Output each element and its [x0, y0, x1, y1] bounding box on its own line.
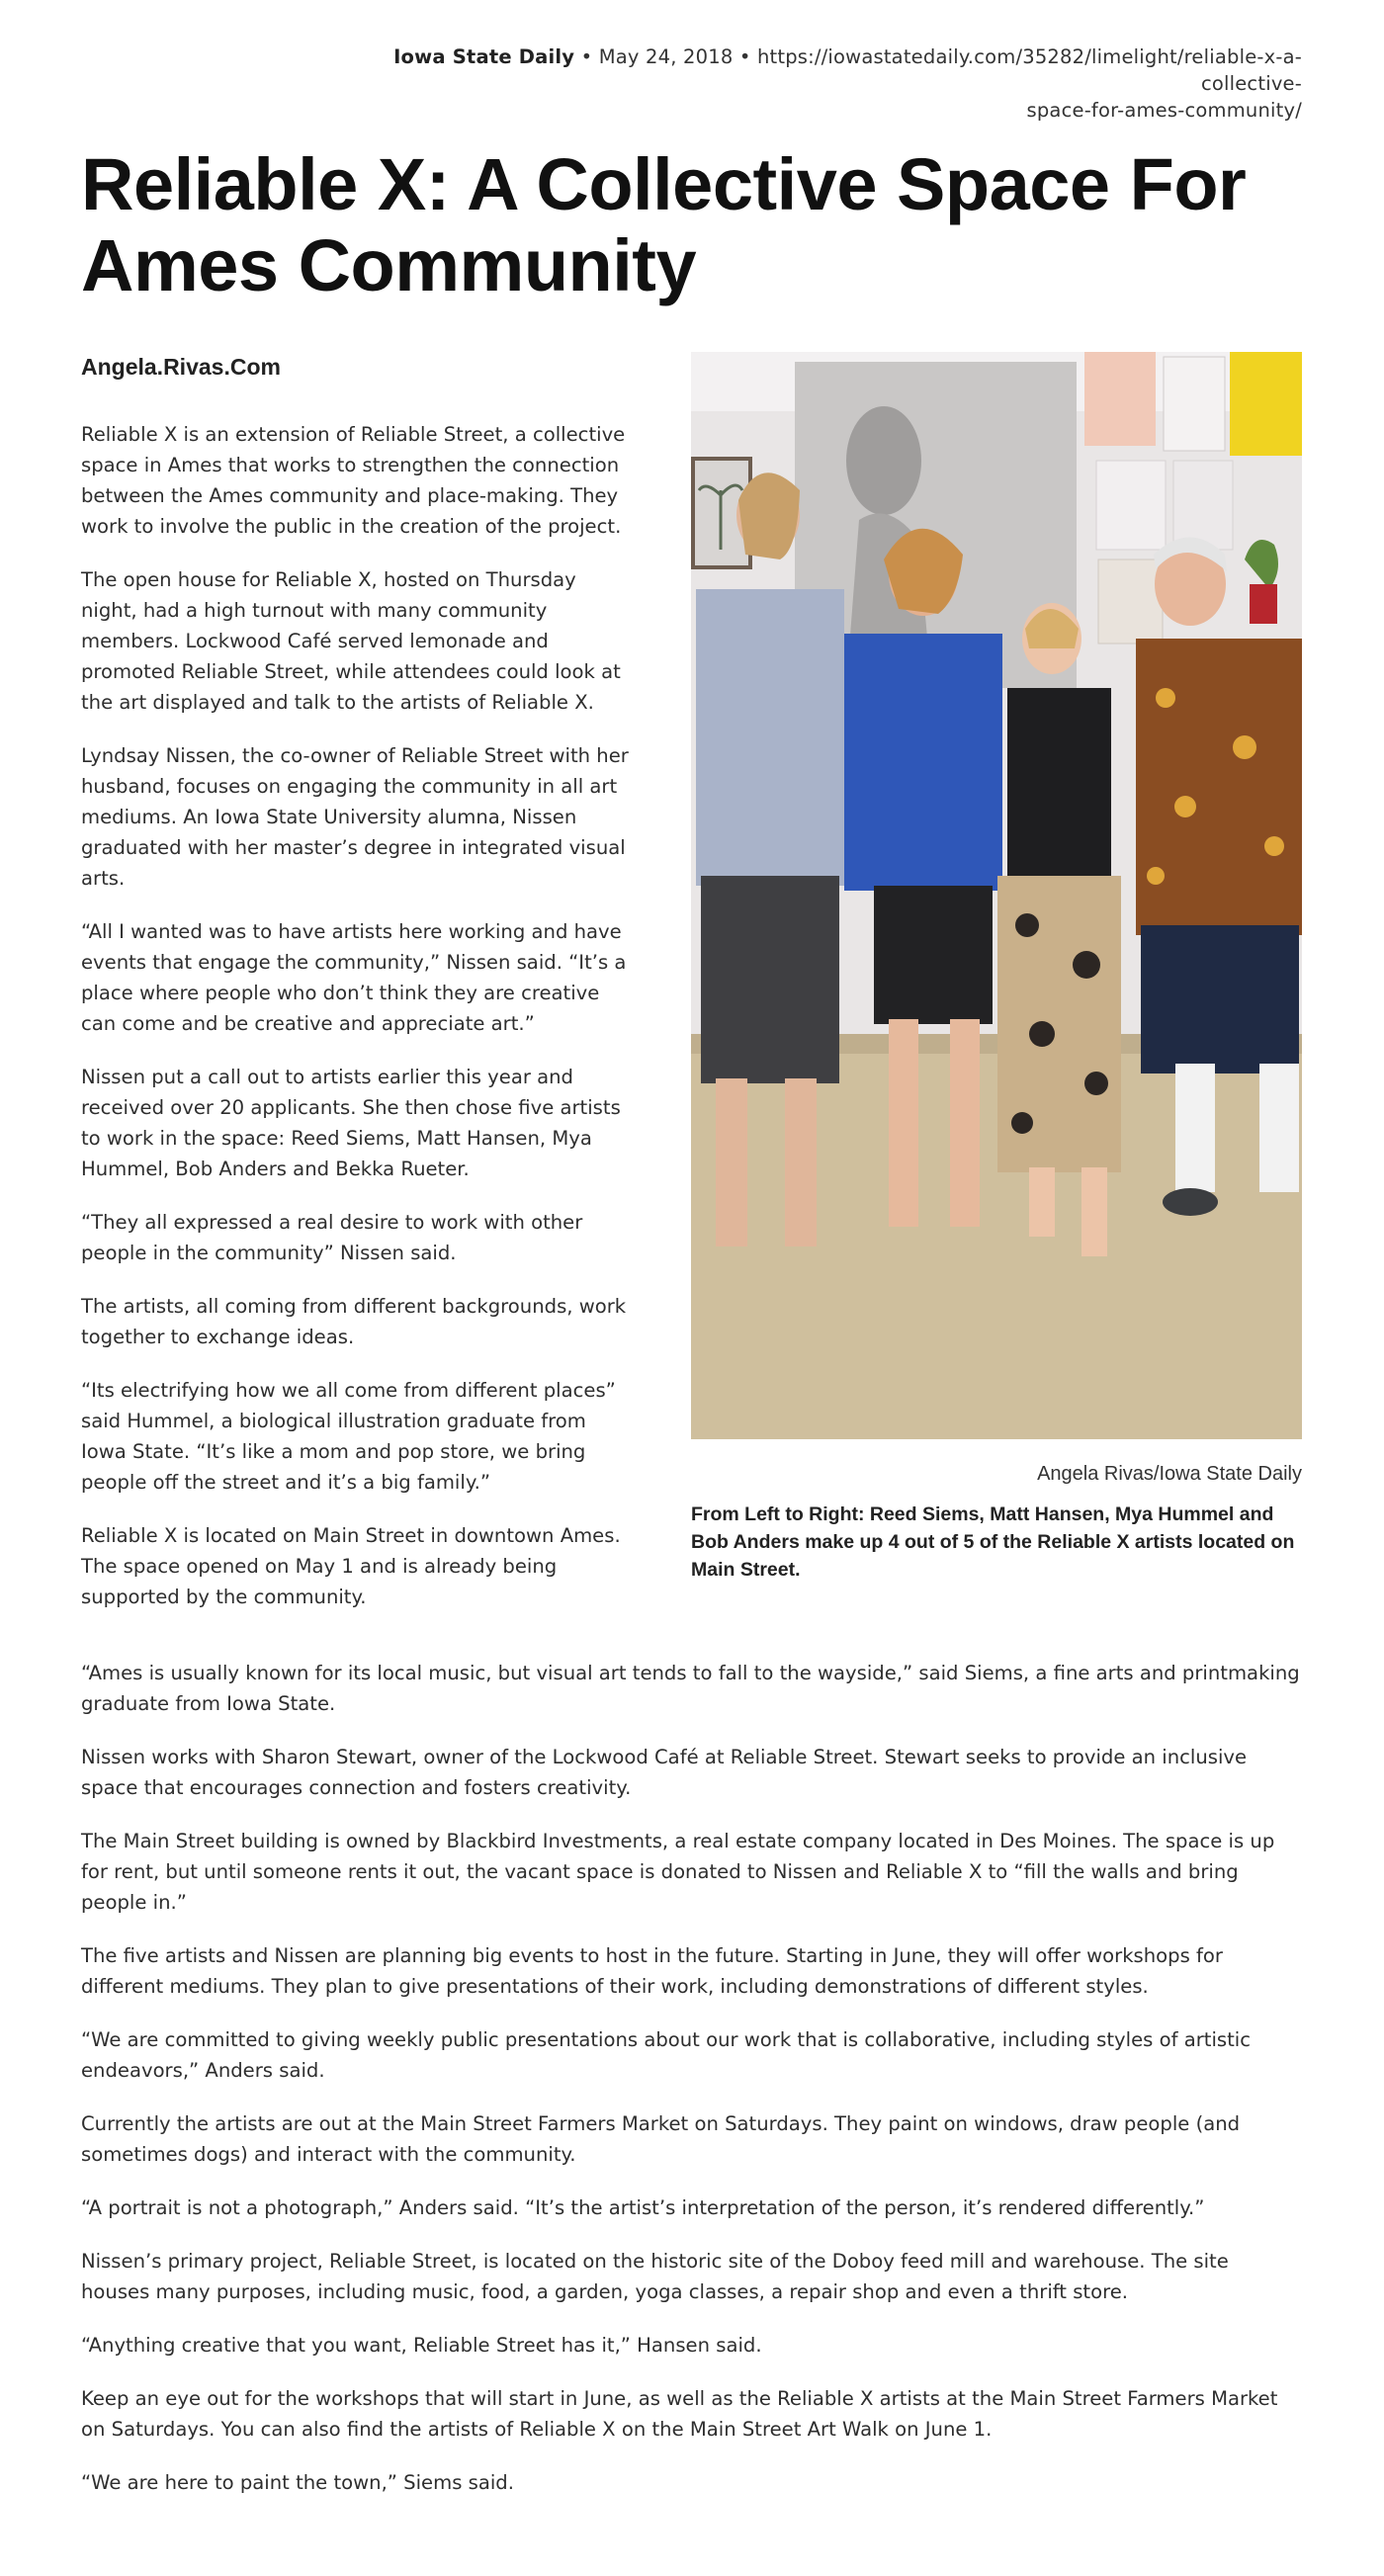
photo-credit: Angela Rivas/Iowa State Daily: [1037, 1463, 1302, 1485]
paragraph: “Its electrifying how we all come from different places” said Hummel, a biological illustration graduate from Iowa State. “It’s like a mom and pop store, we bring people off the street and it’s a big family.”: [81, 1379, 616, 1494]
paragraph: Keep an eye out for the workshops that will start in June, as well as the Reliable X artists at the Main Street Farmers Market on Saturdays. You can also find the artists of Reliable X on the Main Street Art Walk on June 1.: [81, 2387, 1278, 2441]
paragraph: “All I wanted was to have artists here working and have events that engage the community,” Nissen said. “It’s a place where people who don’t think they are creative can come and be creative and appreciate art.”: [81, 920, 627, 1035]
meta-separator: •: [733, 45, 757, 68]
article-body-full: [81, 1658, 1302, 2521]
paragraph: Reliable X is an extension of Reliable Street, a collective space in Ames that works to strengthen the connection between the Ames community and place-making. They work to involve the public in the creation of the project.: [81, 423, 626, 538]
article-url-continued[interactable]: space-for-ames-community/: [1026, 99, 1302, 122]
paragraph: The open house for Reliable X, hosted on Thursday night, had a high turnout with many community members. Lockwood Café served lemonade and promoted Reliable Street, while attendees could look at the art displayed and talk to the artists of Reliable X.: [81, 568, 621, 714]
paragraph: Nissen put a call out to artists earlier this year and received over 20 applicants. She then chose five artists to work in the space: Reed Siems, Matt Hansen, Mya Hummel, Bob Anders and Bekka Rueter.: [81, 1066, 621, 1180]
paragraph: Currently the artists are out at the Main Street Farmers Market on Saturdays. They paint on windows, draw people (and sometimes dogs) and interact with the community.: [81, 2112, 1241, 2166]
paragraph: “Anything creative that you want, Reliable Street has it,” Hansen said.: [81, 2334, 762, 2357]
paragraph: Reliable X is located on Main Street in downtown Ames. The space opened on May 1 and is already being supported by the community.: [81, 1524, 621, 1608]
article-column-text: [81, 419, 635, 1635]
article-title: Reliable X: A Collective Space For Ames Community: [81, 143, 1247, 306]
paragraph: The Main Street building is owned by Blackbird Investments, a real estate company located in Des Moines. The space is up for rent, but until someone rents it out, the vacant space is donated to Nissen and Reliable X to “fill the walls and bring people in.”: [81, 1830, 1275, 1914]
paragraph: Nissen works with Sharon Stewart, owner of the Lockwood Café at Reliable Street. Stewart seeks to provide an inclusive space that encourages connection and fosters creativity.: [81, 1746, 1248, 1799]
group-photo: [691, 352, 1302, 1439]
paragraph: “A portrait is not a photograph,” Anders said. “It’s the artist’s interpretation of the person, it’s rendered differently.”: [81, 2196, 1205, 2219]
source-name: Iowa State Daily: [393, 45, 575, 68]
paragraph: “They all expressed a real desire to work with other people in the community” Nissen said.: [81, 1211, 583, 1264]
paragraph: The five artists and Nissen are planning big events to host in the future. Starting in June, they will offer workshops for different mediums. They plan to give presentations of their work, including demonstrations of different styles.: [81, 1944, 1223, 1998]
paragraph: Lyndsay Nissen, the co-owner of Reliable Street with her husband, focuses on engaging the community in all art mediums. An Iowa State University alumna, Nissen graduated with her master’s degree in integrated visual arts.: [81, 744, 629, 890]
article-figure: [691, 352, 1302, 1584]
meta-separator: •: [574, 45, 599, 68]
paragraph: “We are here to paint the town,” Siems said.: [81, 2471, 514, 2494]
author-byline: Angela.Rivas.Com: [81, 354, 281, 380]
paragraph: The artists, all coming from different backgrounds, work together to exchange ideas.: [81, 1295, 627, 1348]
paragraph: Nissen’s primary project, Reliable Street, is located on the historic site of the Doboy feed mill and warehouse. The site houses many purposes, including music, food, a garden, yoga classes, a repair shop and even a thrift store.: [81, 2250, 1229, 2303]
publish-date: May 24, 2018: [598, 45, 734, 68]
photo-caption: From Left to Right: Reed Siems, Matt Hansen, Mya Hummel and Bob Anders make up 4 out of 5 of the Reliable X artists located on Main Street.: [691, 1503, 1295, 1581]
article-meta: [313, 43, 1302, 124]
article-url[interactable]: https://iowastatedaily.com/35282/limelight/reliable-x-a-collective-: [756, 45, 1302, 95]
paragraph: “We are committed to giving weekly public presentations about our work that is collaborative, including styles of artistic endeavors,” Anders said.: [81, 2028, 1251, 2082]
paragraph: “Ames is usually known for its local music, but visual art tends to fall to the wayside,” said Siems, a fine arts and printmaking graduate from Iowa State.: [81, 1662, 1300, 1715]
